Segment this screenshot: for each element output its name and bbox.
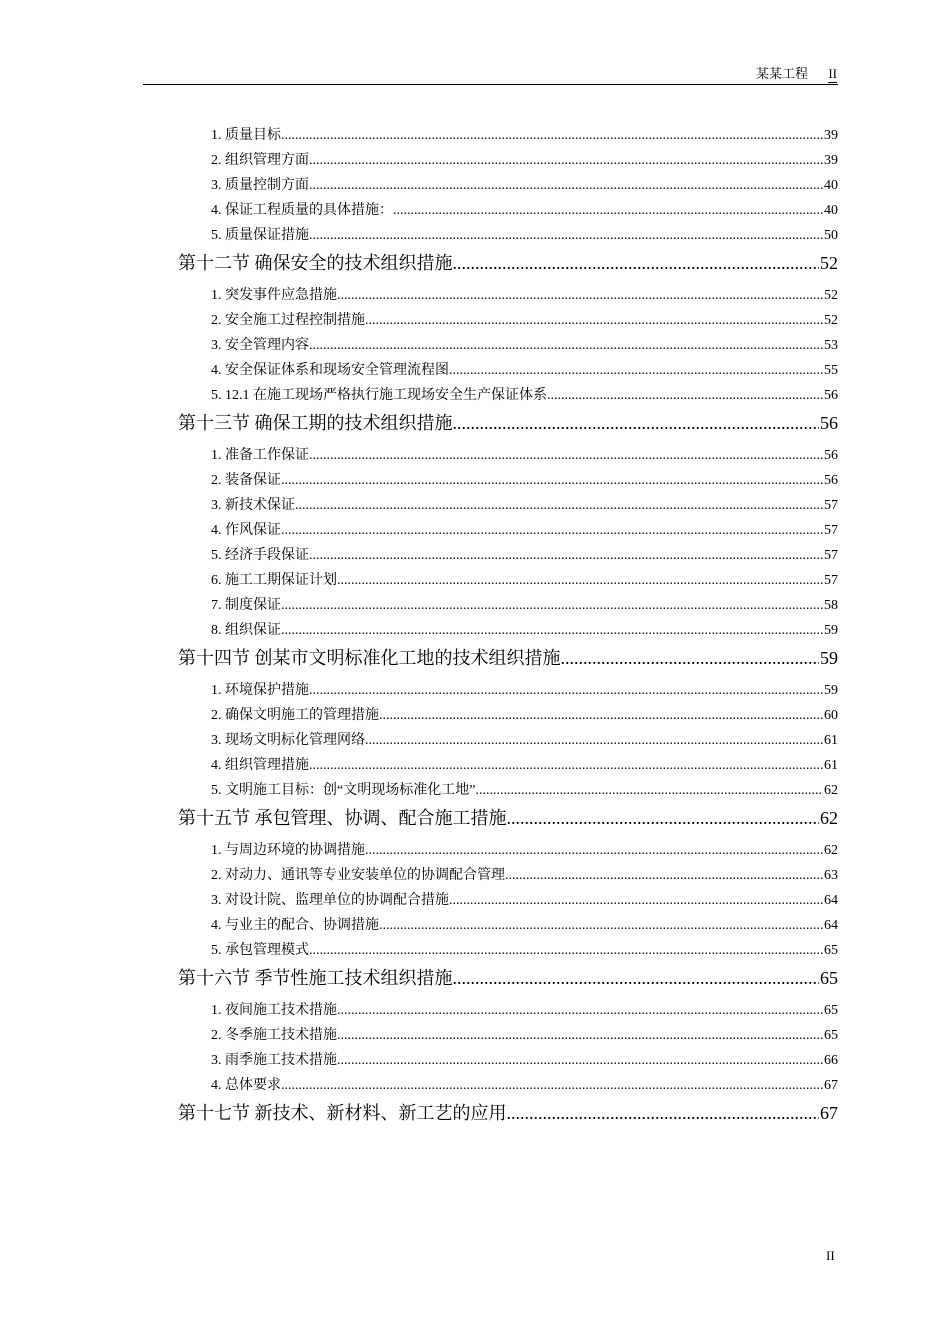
- toc-dot-leader: [453, 248, 820, 278]
- toc-entry-page: 65: [820, 968, 838, 988]
- toc-subsection-entry[interactable]: [178, 518, 838, 543]
- toc-entry-page: 64: [824, 893, 838, 908]
- toc-entry-page: 61: [824, 758, 838, 773]
- toc-entry-title: 1. 与周边环境的协调措施: [211, 843, 365, 858]
- toc-entry-title: 3. 新技术保证: [211, 498, 295, 513]
- table-of-contents: [178, 123, 838, 1133]
- toc-dot-leader: [337, 568, 823, 593]
- toc-entry-page: 61: [824, 733, 838, 748]
- toc-entry-page: 56: [824, 388, 838, 403]
- toc-entry-page: 57: [824, 573, 838, 588]
- toc-entry-page: 59: [820, 648, 838, 668]
- toc-entry-title: 2. 对动力、通讯等专业安装单位的协调配合管理: [211, 868, 505, 883]
- toc-dot-leader: [337, 283, 823, 308]
- toc-entry-page: 53: [824, 338, 838, 353]
- toc-entry-title: 2. 装备保证: [211, 473, 281, 488]
- toc-subsection-entry[interactable]: [178, 333, 838, 358]
- toc-subsection-entry[interactable]: [178, 283, 838, 308]
- toc-subsection-entry[interactable]: [178, 888, 838, 913]
- toc-subsection-entry[interactable]: [178, 443, 838, 468]
- toc-entry-page: 65: [824, 1003, 838, 1018]
- toc-entry-page: 67: [824, 1078, 838, 1093]
- toc-dot-leader: [337, 1023, 823, 1048]
- toc-entry-page: 66: [824, 1053, 838, 1068]
- toc-entry-page: 58: [824, 598, 838, 613]
- toc-entry-title: 3. 质量控制方面: [211, 178, 309, 193]
- toc-entry-title: 7. 制度保证: [211, 598, 281, 613]
- footer-page-number: II: [826, 1248, 835, 1263]
- toc-entry-page: 59: [824, 623, 838, 638]
- toc-dot-leader: [453, 408, 820, 438]
- page-header: [143, 64, 838, 85]
- toc-subsection-entry[interactable]: [178, 703, 838, 728]
- toc-subsection-entry[interactable]: [178, 778, 838, 803]
- toc-dot-leader: [295, 493, 823, 518]
- toc-entry-page: 65: [824, 943, 838, 958]
- toc-section-entry[interactable]: [178, 803, 838, 838]
- toc-dot-leader: [453, 963, 820, 993]
- toc-section-entry[interactable]: [178, 1098, 838, 1133]
- toc-dot-leader: [507, 1098, 820, 1128]
- toc-dot-leader: [309, 173, 823, 198]
- toc-entry-title: 5. 12.1 在施工现场严格执行施工现场安全生产保证体系: [211, 388, 547, 403]
- toc-dot-leader: [475, 778, 823, 803]
- toc-subsection-entry[interactable]: [178, 493, 838, 518]
- toc-dot-leader: [449, 888, 823, 913]
- toc-entry-title: 5. 文明施工目标：创“文明现场标准化工地”: [211, 783, 476, 798]
- toc-subsection-entry[interactable]: [178, 678, 838, 703]
- toc-entry-page: 40: [824, 178, 838, 193]
- toc-entry-title: 第十三节 确保工期的技术组织措施: [178, 413, 453, 433]
- toc-entry-title: 8. 组织保证: [211, 623, 281, 638]
- toc-entry-title: 第十五节 承包管理、协调、配合施工措施: [178, 808, 507, 828]
- toc-dot-leader: [309, 223, 823, 248]
- toc-dot-leader: [561, 643, 820, 673]
- toc-entry-title: 6. 施工工期保证计划: [211, 573, 337, 588]
- toc-entry-page: 62: [824, 843, 838, 858]
- toc-subsection-entry[interactable]: [178, 938, 838, 963]
- toc-dot-leader: [309, 543, 823, 568]
- toc-subsection-entry[interactable]: [178, 358, 838, 383]
- toc-entry-title: 2. 安全施工过程控制措施: [211, 313, 365, 328]
- toc-dot-leader: [449, 358, 823, 383]
- toc-entry-page: 63: [824, 868, 838, 883]
- toc-entry-title: 3. 对设计院、监理单位的协调配合措施: [211, 893, 449, 908]
- toc-entry-page: 56: [824, 448, 838, 463]
- toc-entry-page: 60: [824, 708, 838, 723]
- toc-entry-page: 59: [824, 683, 838, 698]
- toc-entry-page: 52: [824, 313, 838, 328]
- toc-entry-title: 4. 作风保证: [211, 523, 281, 538]
- toc-entry-title: 5. 经济手段保证: [211, 548, 309, 563]
- toc-entry-title: 1. 突发事件应急措施: [211, 288, 337, 303]
- toc-dot-leader: [281, 518, 823, 543]
- toc-entry-title: 2. 组织管理方面: [211, 153, 309, 168]
- toc-entry-title: 3. 安全管理内容: [211, 338, 309, 353]
- toc-entry-title: 1. 准备工作保证: [211, 448, 309, 463]
- toc-dot-leader: [281, 1073, 823, 1098]
- toc-dot-leader: [337, 1048, 823, 1073]
- toc-section-entry[interactable]: [178, 963, 838, 998]
- toc-dot-leader: [309, 938, 823, 963]
- toc-dot-leader: [309, 148, 823, 173]
- toc-subsection-entry[interactable]: [178, 148, 838, 173]
- toc-dot-leader: [309, 443, 823, 468]
- toc-entry-title: 第十四节 创某市文明标准化工地的技术组织措施: [178, 648, 561, 668]
- toc-dot-leader: [365, 838, 823, 863]
- toc-dot-leader: [309, 333, 823, 358]
- toc-entry-title: 5. 承包管理模式: [211, 943, 309, 958]
- toc-dot-leader: [281, 618, 823, 643]
- toc-subsection-entry[interactable]: [178, 1073, 838, 1098]
- toc-entry-page: 65: [824, 1028, 838, 1043]
- toc-section-entry[interactable]: [178, 408, 838, 443]
- toc-subsection-entry[interactable]: [178, 543, 838, 568]
- toc-entry-title: 第十六节 季节性施工技术组织措施: [178, 968, 453, 988]
- toc-entry-page: 57: [824, 498, 838, 513]
- toc-dot-leader: [281, 593, 823, 618]
- toc-subsection-entry[interactable]: [178, 863, 838, 888]
- toc-section-entry[interactable]: [178, 643, 838, 678]
- toc-subsection-entry[interactable]: [178, 198, 838, 223]
- toc-entry-page: 55: [824, 363, 838, 378]
- toc-dot-leader: [309, 753, 823, 778]
- toc-entry-title: 2. 冬季施工技术措施: [211, 1028, 337, 1043]
- toc-entry-page: 57: [824, 523, 838, 538]
- toc-dot-leader: [393, 198, 823, 223]
- toc-entry-page: 40: [824, 203, 838, 218]
- toc-subsection-entry[interactable]: [178, 1048, 838, 1073]
- toc-entry-title: 4. 总体要求: [211, 1078, 281, 1093]
- toc-subsection-entry[interactable]: [178, 173, 838, 198]
- toc-entry-page: 52: [824, 288, 838, 303]
- toc-entry-page: 62: [824, 783, 838, 798]
- toc-entry-title: 4. 保证工程质量的具体措施：: [211, 203, 393, 218]
- toc-subsection-entry[interactable]: [178, 123, 838, 148]
- toc-dot-leader: [281, 123, 823, 148]
- toc-dot-leader: [505, 863, 823, 888]
- toc-entry-page: 50: [824, 228, 838, 243]
- toc-dot-leader: [379, 913, 823, 938]
- toc-subsection-entry[interactable]: [178, 568, 838, 593]
- toc-subsection-entry[interactable]: [178, 728, 838, 753]
- toc-entry-title: 第十二节 确保安全的技术组织措施: [178, 253, 453, 273]
- toc-entry-page: 67: [820, 1103, 838, 1123]
- toc-subsection-entry[interactable]: [178, 998, 838, 1023]
- toc-entry-page: 39: [824, 153, 838, 168]
- toc-subsection-entry[interactable]: [178, 223, 838, 248]
- toc-dot-leader: [281, 468, 823, 493]
- toc-subsection-entry[interactable]: [178, 593, 838, 618]
- toc-dot-leader: [365, 728, 823, 753]
- toc-entry-page: 39: [824, 128, 838, 143]
- toc-entry-title: 4. 与业主的配合、协调措施: [211, 918, 379, 933]
- toc-entry-title: 1. 夜间施工技术措施: [211, 1003, 337, 1018]
- toc-entry-title: 4. 组织管理措施: [211, 758, 309, 773]
- toc-subsection-entry[interactable]: [178, 308, 838, 333]
- toc-entry-title: 5. 质量保证措施: [211, 228, 309, 243]
- toc-entry-page: 57: [824, 548, 838, 563]
- toc-entry-title: 第十七节 新技术、新材料、新工艺的应用: [178, 1103, 507, 1123]
- toc-entry-title: 4. 安全保证体系和现场安全管理流程图: [211, 363, 449, 378]
- header-page-number: II: [828, 66, 837, 81]
- toc-entry-page: 52: [820, 253, 838, 273]
- toc-subsection-entry[interactable]: [178, 468, 838, 493]
- toc-entry-page: 62: [820, 808, 838, 828]
- toc-entry-page: 56: [824, 473, 838, 488]
- toc-subsection-entry[interactable]: [178, 838, 838, 863]
- toc-entry-page: 64: [824, 918, 838, 933]
- toc-entry-title: 2. 确保文明施工的管理措施: [211, 708, 379, 723]
- toc-dot-leader: [379, 703, 823, 728]
- toc-subsection-entry[interactable]: [178, 1023, 838, 1048]
- toc-dot-leader: [337, 998, 823, 1023]
- toc-entry-title: 1. 质量目标: [211, 128, 281, 143]
- toc-dot-leader: [547, 383, 823, 408]
- toc-entry-title: 3. 现场文明标化管理网络: [211, 733, 365, 748]
- toc-dot-leader: [507, 803, 820, 833]
- toc-entry-page: 56: [820, 413, 838, 433]
- toc-dot-leader: [365, 308, 823, 333]
- toc-subsection-entry[interactable]: [178, 383, 838, 408]
- toc-entry-title: 3. 雨季施工技术措施: [211, 1053, 337, 1068]
- toc-subsection-entry[interactable]: [178, 913, 838, 938]
- header-title: 某某工程: [755, 66, 808, 81]
- toc-subsection-entry[interactable]: [178, 753, 838, 778]
- toc-subsection-entry[interactable]: [178, 618, 838, 643]
- toc-entry-title: 1. 环境保护措施: [211, 683, 309, 698]
- toc-dot-leader: [309, 678, 823, 703]
- toc-section-entry[interactable]: [178, 248, 838, 283]
